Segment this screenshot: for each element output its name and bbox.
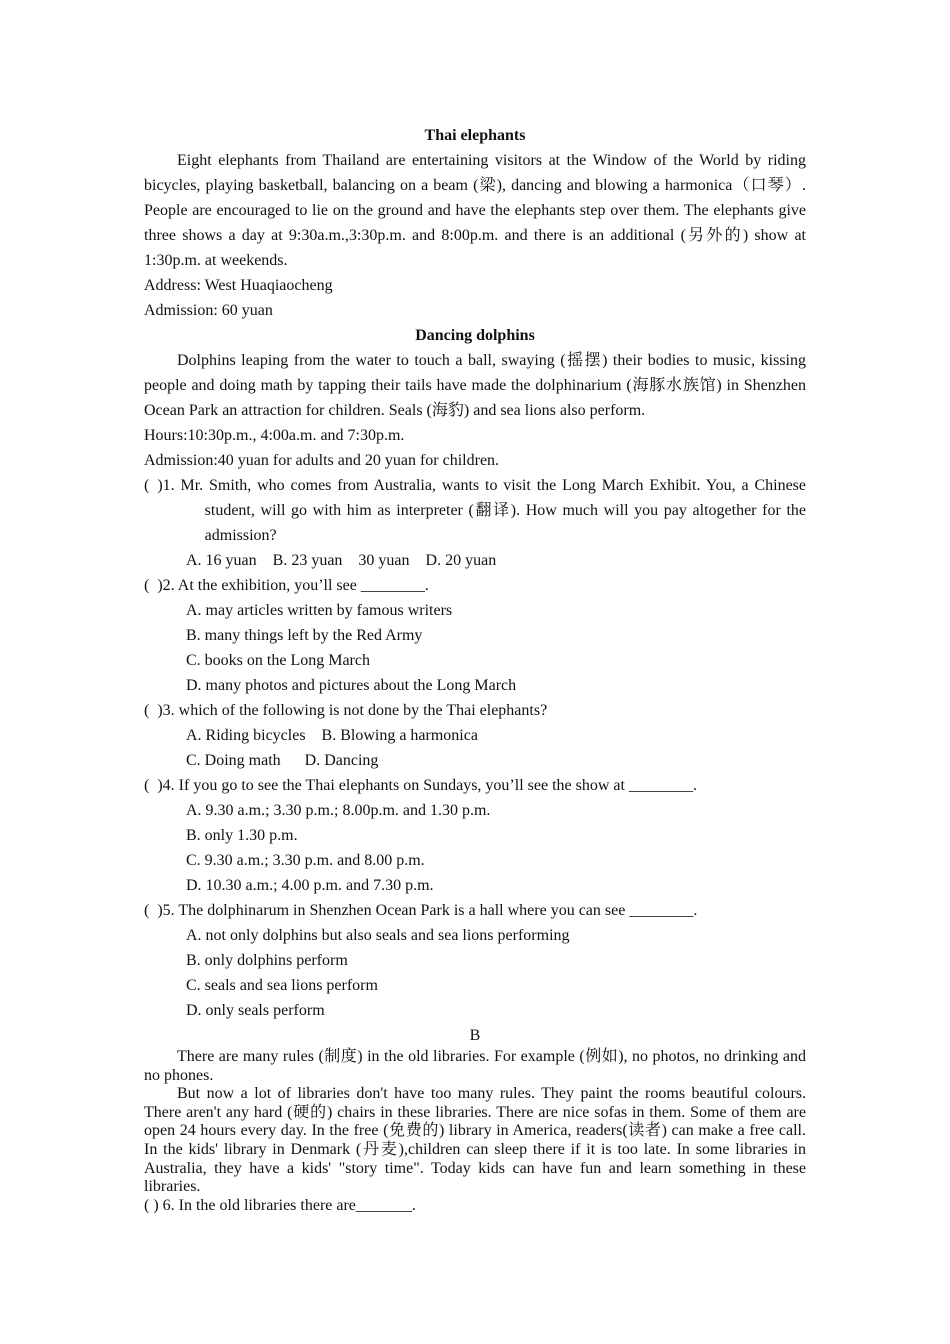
section-b-paragraph-2: But now a lot of libraries don't have too many rules. They paint the rooms beautiful colours. There aren't any hard (硬的) chairs in these libraries. There are nice sofas in them. Some of them are open 24 hours every day. In the free (免费的) library in America, readers(读者) can make a free call. In the kids' library in Denmark (丹麦),children can sleep there if it is too late. In some libraries in Australia, they have a kids' "story time". Today kids can have fun and learn something in these libraries. <box>144 1085 806 1196</box>
option-d: D. many photos and pictures about the Long March <box>186 677 517 694</box>
answer-blank[interactable]: ( ) <box>144 702 163 719</box>
options-ab: A. Riding bicycles B. Blowing a harmonica <box>186 727 478 744</box>
elephants-admission: Admission: 60 yuan <box>144 302 273 319</box>
elephants-title: Thai elephants <box>424 127 526 144</box>
option-d: D. 10.30 a.m.; 4.00 p.m. and 7.30 p.m. <box>186 877 434 894</box>
section-b-paragraph-1: There are many rules (制度) in the old libraries. For example (例如), no photos, no drinking and no phones. <box>144 1048 806 1084</box>
options-cd: C. Doing math D. Dancing <box>186 752 379 769</box>
option-c: C. seals and sea lions perform <box>186 977 378 994</box>
elephants-paragraph: Eight elephants from Thailand are entertaining visitors at the Window of the World by riding bicycles, playing basketball, balancing on a beam (梁), dancing and blowing a harmonica（口琴）. People are encouraged to lie on the ground and have the elephants step over them. The elephants give three shows a day at 9:30a.m.,3:30p.m. and 8:00p.m. and there is an additional (另外的) show at 1:30p.m. at weekends. <box>144 152 806 269</box>
question-stem: 3. which of the following is not done by the Thai elephants? <box>162 702 548 719</box>
question-1-options: A. 16 yuan B. 23 yuan 30 yuan D. 20 yuan <box>186 552 497 569</box>
question-4 <box>144 773 806 798</box>
option-b: B. many things left by the Red Army <box>186 627 423 644</box>
answer-blank[interactable]: ( ) <box>144 902 163 919</box>
document-page <box>144 123 806 1215</box>
option-c: C. 9.30 a.m.; 3.30 p.m. and 8.00 p.m. <box>186 852 425 869</box>
question-stem: 5. The dolphinarum in Shenzhen Ocean Park is a hall where you can see ________. <box>162 902 698 919</box>
option-b: B. only dolphins perform <box>186 952 348 969</box>
option-c: C. books on the Long March <box>186 652 370 669</box>
option-a: A. may articles written by famous writers <box>186 602 453 619</box>
answer-blank[interactable]: ( ) <box>144 577 163 594</box>
answer-blank[interactable]: ( ) <box>144 777 163 794</box>
dolphins-title: Dancing dolphins <box>415 327 535 344</box>
question-stem: 4. If you go to see the Thai elephants on Sundays, you’ll see the show at ________. <box>162 777 697 794</box>
dolphins-hours: Hours:10:30p.m., 4:00a.m. and 7:30p.m. <box>144 427 405 444</box>
elephants-address: Address: West Huaqiaocheng <box>144 277 333 294</box>
question-3 <box>144 698 806 723</box>
answer-blank[interactable]: ( ) <box>144 477 163 494</box>
question-stem: 1. Mr. Smith, who comes from Australia, wants to visit the Long March Exhibit. You, a Chinese student, will go with him as interpreter (翻译). How much will you pay altogether for the admission? <box>162 477 806 544</box>
option-a: A. not only dolphins but also seals and sea lions performing <box>186 927 570 944</box>
dolphins-paragraph: Dolphins leaping from the water to touch a ball, swaying (摇摆) their bodies to music, kissing people and doing math by tapping their tails have made the dolphinarium (海豚水族馆) in Shenzhen Ocean Park an attraction for children. Seals (海豹) and sea lions also perform. <box>144 352 806 419</box>
option-b: B. only 1.30 p.m. <box>186 827 298 844</box>
option-d: D. only seals perform <box>186 1002 325 1019</box>
question-2 <box>144 573 806 598</box>
option-a: A. 9.30 a.m.; 3.30 p.m.; 8.00p.m. and 1.30 p.m. <box>186 802 491 819</box>
question-1 <box>144 473 806 548</box>
question-6: ( ) 6. In the old libraries there are_______. <box>144 1196 416 1214</box>
section-b-heading: B <box>469 1027 481 1044</box>
question-stem: 2. At the exhibition, you’ll see ________. <box>162 577 429 594</box>
dolphins-admission: Admission:40 yuan for adults and 20 yuan for children. <box>144 452 500 469</box>
question-5 <box>144 898 806 923</box>
section-b-passage <box>144 1048 806 1215</box>
